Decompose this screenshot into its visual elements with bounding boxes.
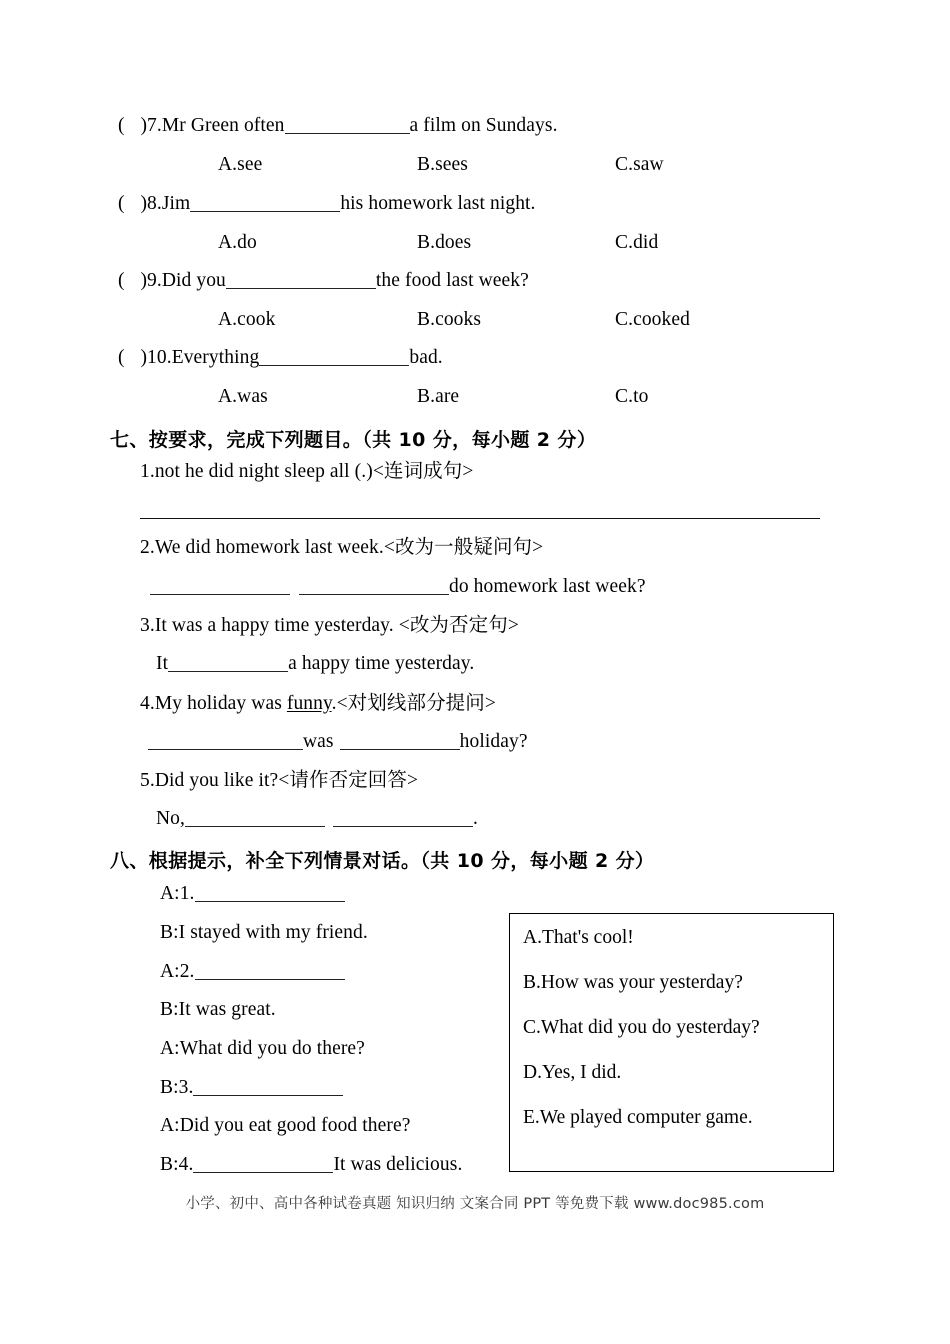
dialogue-speaker: A: <box>160 961 180 982</box>
box-option-d[interactable]: D.Yes, I did. <box>523 1062 622 1083</box>
section-eight-heading: 八、根据提示，补全下列情景对话。（共 10 分，每小题 2 分） <box>110 850 655 872</box>
option-a[interactable]: A.do <box>218 232 257 253</box>
item-prompt: Did you like it? <box>154 770 279 791</box>
answer-lead: It <box>156 653 169 674</box>
item-instruction: <对划线部分提问> <box>336 693 496 714</box>
item-number: 4. <box>140 693 155 714</box>
question-number: 8. <box>147 193 162 214</box>
answer-blank[interactable] <box>259 351 409 366</box>
answer-tail: holiday? <box>459 731 528 752</box>
box-option-c[interactable]: C.What did you do yesterday? <box>523 1017 760 1038</box>
option-b[interactable]: B.does <box>417 232 472 253</box>
section-seven-item-4-answer <box>148 732 528 752</box>
answer-blank[interactable] <box>226 274 376 289</box>
dialogue-line-6 <box>160 1078 343 1098</box>
item-number: 2. <box>140 537 155 558</box>
question-number: 9. <box>147 270 162 291</box>
item-prompt: We did homework last week. <box>154 537 384 558</box>
dialogue-number: 2. <box>179 961 195 982</box>
stem-before: Did you <box>161 270 226 291</box>
section-seven-item-1 <box>140 462 473 482</box>
box-option-e[interactable]: E.We played computer game. <box>523 1107 753 1128</box>
stem-after: bad. <box>409 347 443 368</box>
answer-paren-10[interactable]: ( ) <box>118 347 147 368</box>
dialogue-blank[interactable] <box>193 1081 343 1096</box>
dialogue-text: I stayed with my friend. <box>178 922 368 943</box>
stem-before: Everything <box>171 347 260 368</box>
section-seven-item-2-answer <box>150 577 646 597</box>
item-number: 5. <box>140 770 155 791</box>
answer-lead: No, <box>156 808 186 829</box>
answer-tail: a happy time yesterday. <box>288 653 475 674</box>
dialogue-line-3 <box>160 962 345 982</box>
dialogue-text: Did you eat good food there? <box>179 1115 411 1136</box>
dialogue-speaker: B: <box>160 999 179 1020</box>
option-a[interactable]: A.cook <box>218 309 276 330</box>
dialogue-line-4 <box>160 1000 276 1020</box>
dialogue-speaker: B: <box>160 1077 179 1098</box>
answer-mid: was <box>303 731 334 752</box>
answer-blank-1[interactable] <box>148 735 303 750</box>
answer-blank-2[interactable] <box>340 735 460 750</box>
question-7-stem <box>118 116 558 136</box>
option-c[interactable]: C.saw <box>615 154 664 175</box>
option-a[interactable]: A.was <box>218 386 268 407</box>
answer-tail: do homework last week? <box>449 576 646 597</box>
answer-paren-7[interactable]: ( ) <box>118 115 147 136</box>
question-9-stem <box>118 271 529 291</box>
section-seven-item-4 <box>140 694 496 714</box>
item-prompt: My holiday was <box>154 693 287 714</box>
dialogue-blank[interactable] <box>193 1158 333 1173</box>
box-option-b[interactable]: B.How was your yesterday? <box>523 972 743 993</box>
stem-after: a film on Sundays. <box>409 115 558 136</box>
dialogue-text: It was delicious. <box>333 1154 463 1175</box>
option-b[interactable]: B.cooks <box>417 309 482 330</box>
option-b[interactable]: B.sees <box>417 154 468 175</box>
question-10-stem <box>118 348 443 368</box>
dialogue-speaker: A: <box>160 1038 180 1059</box>
dialogue-line-1 <box>160 884 345 904</box>
option-c[interactable]: C.to <box>615 386 649 407</box>
dialogue-number: 1. <box>179 883 195 904</box>
item-prompt: not he did night sleep all (.) <box>154 461 373 482</box>
dialogue-speaker: A: <box>160 883 180 904</box>
dialogue-text: It was great. <box>178 999 276 1020</box>
option-a[interactable]: A.see <box>218 154 263 175</box>
answer-blank-2[interactable] <box>333 812 473 827</box>
item-number: 3. <box>140 615 155 636</box>
section-seven-item-2 <box>140 538 543 558</box>
item-instruction: <请作否定回答> <box>278 770 419 791</box>
option-c[interactable]: C.cooked <box>615 309 690 330</box>
answer-paren-9[interactable]: ( ) <box>118 270 147 291</box>
dialogue-line-2 <box>160 923 368 943</box>
stem-before: Jim <box>161 193 191 214</box>
option-c[interactable]: C.did <box>615 232 659 253</box>
item-instruction: <改为否定句> <box>398 615 519 636</box>
answer-blank[interactable] <box>168 657 288 672</box>
box-option-a[interactable]: A.That's cool! <box>523 927 634 948</box>
item-number: 1. <box>140 461 155 482</box>
dialogue-speaker: A: <box>160 1115 180 1136</box>
item-prompt: It was a happy time yesterday. <box>154 615 399 636</box>
answer-period: . <box>473 808 478 829</box>
section-seven-item-5 <box>140 771 418 791</box>
section-seven-item-5-answer <box>156 809 478 829</box>
section-seven-heading: 七、按要求，完成下列题目。（共 10 分，每小题 2 分） <box>110 429 597 451</box>
question-number: 7. <box>147 115 162 136</box>
section-seven-item-3-answer <box>156 654 474 674</box>
answer-blank[interactable] <box>190 197 340 212</box>
answer-blank-1[interactable] <box>150 580 290 595</box>
dialogue-blank[interactable] <box>195 965 345 980</box>
stem-before: Mr Green often <box>161 115 285 136</box>
dialogue-blank[interactable] <box>195 887 345 902</box>
option-b[interactable]: B.are <box>417 386 460 407</box>
dialogue-speaker: B: <box>160 1154 179 1175</box>
section-seven-item-3 <box>140 616 519 636</box>
item-prompt-underlined: funny <box>286 693 332 714</box>
answer-blank-2[interactable] <box>299 580 449 595</box>
dialogue-text: What did you do there? <box>179 1038 365 1059</box>
question-8-stem <box>118 194 536 214</box>
dialogue-number: 4. <box>178 1154 194 1175</box>
answer-blank-1[interactable] <box>185 812 325 827</box>
answer-options-box <box>509 913 834 1172</box>
answer-paren-8[interactable]: ( ) <box>118 193 147 214</box>
dialogue-speaker: B: <box>160 922 179 943</box>
item-instruction: <改为一般疑问句> <box>383 537 544 558</box>
stem-after: the food last week? <box>375 270 529 291</box>
item-prompt-period: . <box>331 693 337 714</box>
dialogue-number: 3. <box>178 1077 194 1098</box>
stem-after: his homework last night. <box>340 193 536 214</box>
question-number: 10. <box>147 347 172 368</box>
dialogue-line-5 <box>160 1039 365 1059</box>
dialogue-line-7 <box>160 1116 410 1136</box>
dialogue-line-8 <box>160 1155 462 1175</box>
answer-blank[interactable] <box>285 119 410 134</box>
item-instruction: <连词成句> <box>372 461 474 482</box>
page-footer: 小学、初中、高中各种试卷真题 知识归纳 文案合同 PPT 等免费下载 www.doc985.com <box>185 1196 765 1212</box>
item-1-answer-line[interactable] <box>140 518 820 519</box>
